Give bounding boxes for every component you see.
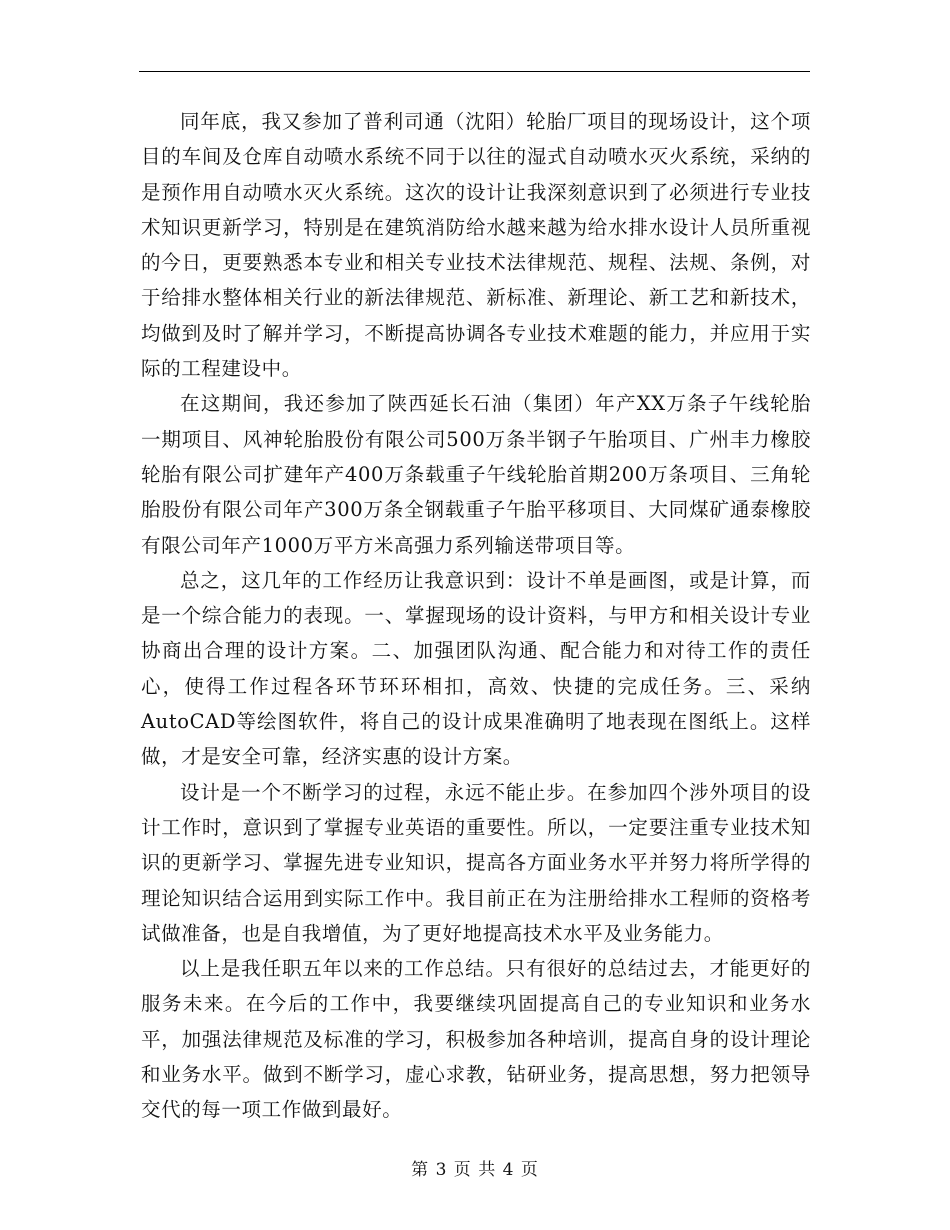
paragraph-4: 设计是一个不断学习的过程，永远不能止步。在参加四个涉外项目的设计工作时，意识到了掌握专业英语的重要性。所以，一定要注重专业技术知识的更新学习、掌握先进专业知识，提高各方面业务水平并努力将所学得的理论知识结合运用到实际工作中。我目前正在为注册给排水工程师的资格考试做准备，也是自我增值，为了更好地提高技术水平及业务能力。 (141, 780, 811, 945)
paragraph-2: 在这期间，我还参加了陕西延长石油（集团）年产XX万条子午线轮胎一期项目、风神轮胎股份有限公司500万条半钢子午胎项目、广州丰力橡胶轮胎有限公司扩建年产400万条载重子午线轮胎首期200万条项目、三角轮胎股份有限公司年产300万条全钢载重子午胎平移项目、大同煤矿通泰橡胶有限公司年产1000万平方米高强力系列输送带项目等。 (141, 392, 811, 557)
paragraph-1: 同年底，我又参加了普利司通（沈阳）轮胎厂项目的现场设计，这个项目的车间及仓库自动喷水系统不同于以往的湿式自动喷水灭火系统，采纳的是预作用自动喷水灭火系统。这次的设计让我深刻意识到了必须进行专业技术知识更新学习，特别是在建筑消防给水越来越为给水排水设计人员所重视的今日，更要熟悉本专业和相关专业技术法律规范、规程、法规、条例，对于给排水整体相关行业的新法律规范、新标准、新理论、新工艺和新技术，均做到及时了解并学习，不断提高协调各专业技术难题的能力，并应用于实际的工程建设中。 (141, 110, 811, 381)
header-rule (139, 71, 810, 72)
document-body (141, 104, 811, 1128)
page-number-footer: 第 3 页 共 4 页 (411, 1160, 539, 1180)
paragraph-5: 以上是我任职五年以来的工作总结。只有很好的总结过去，才能更好的服务未来。在今后的工作中，我要继续巩固提高自己的专业知识和业务水平，加强法律规范及标准的学习，积极参加各种培训，提高自身的设计理论和业务水平。做到不断学习，虚心求教，钻研业务，提高思想，努力把领导交代的每一项工作做到最好。 (141, 957, 811, 1122)
paragraph-3: 总之，这几年的工作经历让我意识到：设计不单是画图，或是计算，而是一个综合能力的表现。一、掌握现场的设计资料，与甲方和相关设计专业协商出合理的设计方案。二、加强团队沟通、配合能力和对待工作的责任心，使得工作过程各环节环环相扣，高效、快捷的完成任务。三、采纳AutoCAD等绘图软件，将自己的设计成果准确明了地表现在图纸上。这样做，才是安全可靠，经济实惠的设计方案。 (141, 568, 811, 769)
